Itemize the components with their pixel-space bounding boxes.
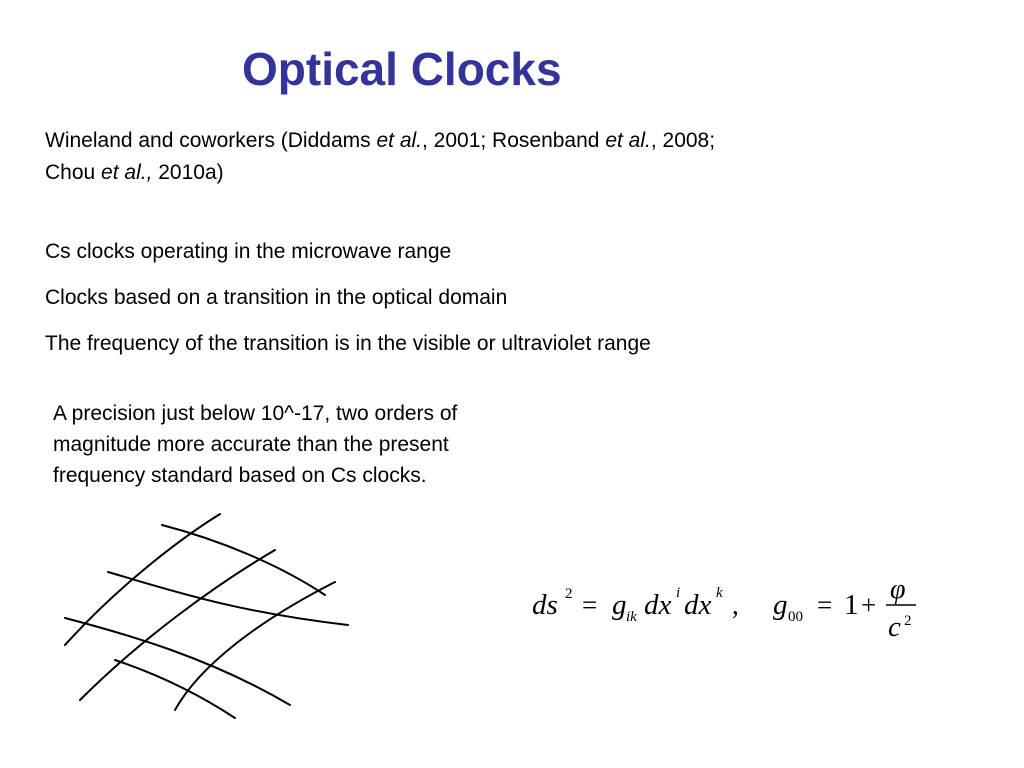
precision-note-line-2: magnitude more accurate than the present — [53, 433, 449, 456]
citation-et-al-2: et al. — [605, 129, 651, 152]
formula-numerator-phi: φ — [890, 574, 906, 605]
metric-equation — [530, 570, 930, 650]
formula-denominator-c: c — [888, 611, 901, 643]
formula-one: 1 — [844, 589, 859, 621]
citation-et-al-1: et al. — [376, 129, 422, 152]
curved-spacetime-grid-icon — [60, 510, 360, 725]
citation-line-1 — [45, 125, 715, 157]
bullet-text-1: Cs clocks operating in the microwave range — [45, 240, 452, 263]
precision-note-line-3: frequency standard based on Cs clocks. — [53, 464, 427, 487]
grid-line-1 — [65, 514, 220, 645]
citation-author-3: Chou — [45, 161, 102, 184]
formula-dx-2: dx — [684, 589, 712, 621]
precision-note — [53, 398, 457, 491]
formula-lhs-base: ds — [532, 589, 558, 621]
formula-comma: , — [732, 590, 739, 620]
formula-lhs-exp: 2 — [565, 586, 573, 602]
formula-dx-1: dx — [644, 589, 672, 621]
bullet-text-3: The frequency of the transition is in the visible or ultraviolet range — [45, 332, 651, 355]
citation-et-al-3: et al., — [101, 161, 153, 184]
formula-plus: + — [861, 590, 877, 620]
citation — [45, 125, 715, 189]
formula-dx-2-superscript: k — [716, 585, 723, 601]
formula-g-base: g — [612, 589, 627, 621]
formula-dx-1-superscript: i — [676, 585, 681, 601]
grid-line-6 — [65, 618, 290, 705]
slide-title: Optical Clocks — [242, 43, 562, 95]
formula-denominator-exp: 2 — [904, 613, 912, 629]
formula-g00-subscript: 00 — [788, 609, 803, 625]
formula-g00-equals: = — [817, 590, 833, 620]
formula-g-subscript: ik — [626, 609, 637, 625]
bullet-text-2: Clocks based on a transition in the optical domain — [45, 286, 508, 309]
citation-year-1: , 2001; Rosenband — [422, 129, 606, 152]
citation-year-3: 2010a) — [152, 161, 224, 184]
grid-line-3 — [175, 582, 335, 710]
citation-line-2 — [45, 157, 715, 189]
citation-intro: Wineland and coworkers (Diddams — [45, 129, 377, 152]
precision-note-line-1: A precision just below 10^-17, two orders of — [53, 402, 458, 425]
formula-equals: = — [582, 590, 598, 620]
citation-year-2: , 2008; — [650, 129, 716, 152]
formula-g00-base: g — [773, 589, 788, 621]
